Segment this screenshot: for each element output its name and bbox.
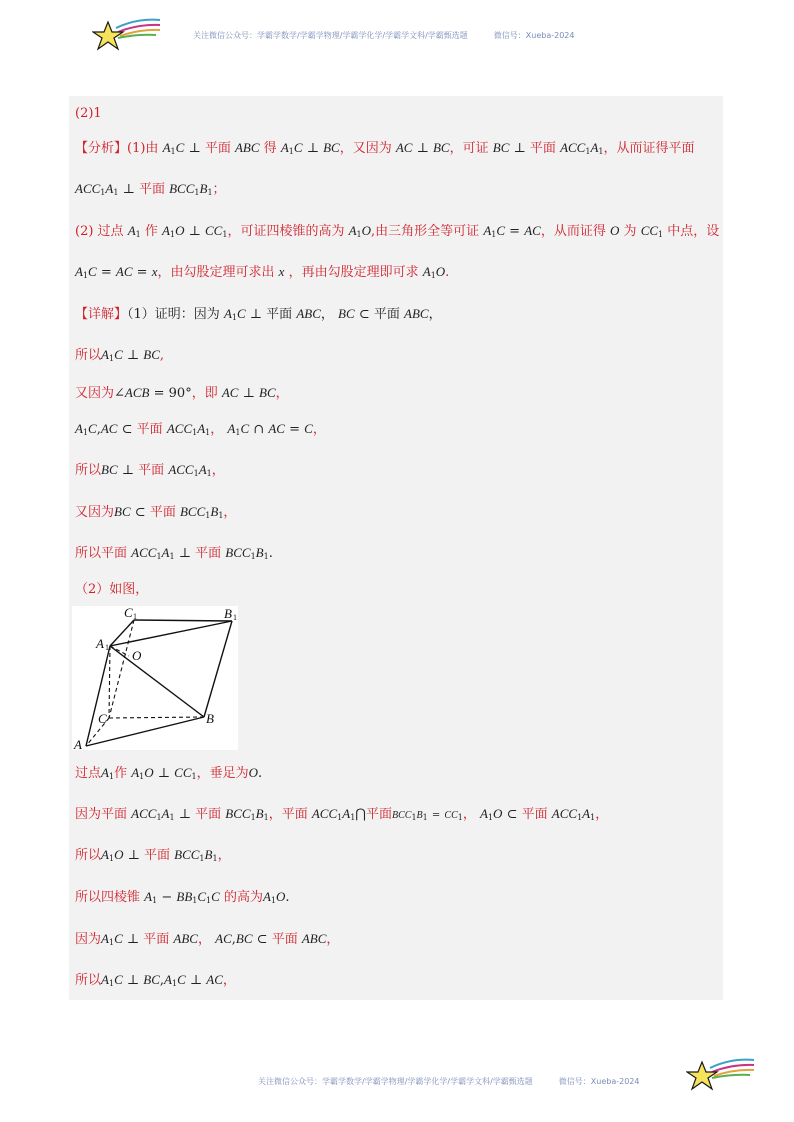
label-C1: C	[124, 606, 133, 620]
detail-line-1: 【详解】（1）证明：因为 $A_1C$ ⊥ 平面 ABC， BC ⊂ 平面 ABC，	[75, 306, 442, 322]
detail-line-5: 所以BC ⊥ 平面 $ACC_1A_1$，	[75, 462, 225, 478]
detail-tag: 【详解】	[75, 307, 128, 322]
detail-line-2: 所以$A_1C$ ⊥ BC,	[75, 347, 165, 363]
analysis-line-2: $ACC_1A_1$ ⊥ 平面 $BCC_1B_1$；	[75, 181, 226, 197]
label-B1: B	[224, 606, 232, 621]
analysis-tag: 【分析】	[75, 141, 128, 156]
detail-line-13: 因为$A_1C$ ⊥ 平面 ABC， AC,BC ⊂ 平面 ABC，	[75, 931, 340, 947]
detail-line-12: 所以四棱锥 $A_1 - BB_1C_1C$ 的高为$A_1O$.	[75, 889, 290, 905]
detail-line-8: （2）如图，	[75, 582, 149, 597]
header-text: 关注微信公众号：学霸学数学/学霸学物理/学霸学化学/学霸学文科/学霸甄选题	[193, 31, 468, 40]
footer-text: 关注微信公众号：学霸学数学/学霸学物理/学霸学化学/学霸学文科/学霸甄选题	[258, 1077, 533, 1086]
analysis-line-4: $A_1C$ = AC = x，由勾股定理可求出 x ，再由勾股定理即可求 $A_1O$.	[75, 264, 450, 280]
prism-diagram	[72, 606, 238, 750]
header-wechat: 微信号：Xueba-2024	[493, 31, 575, 40]
label-C: C	[98, 711, 107, 726]
detail-line-9: 过点$A_1$作 $A_1O$ ⊥ $CC_1$，垂足为O.	[75, 765, 263, 781]
page-header	[193, 30, 574, 41]
label-B: B	[206, 711, 214, 726]
detail-line-4: $A_1C,AC$ ⊂ 平面 $ACC_1A_1$， $A_1C$ ∩ AC = C，	[75, 421, 326, 437]
detail-line-11: 所以$A_1O$ ⊥ 平面 $BCC_1B_1$，	[75, 847, 231, 863]
detail-line-6: 又因为BC ⊂ 平面 $BCC_1B_1$，	[75, 504, 237, 520]
star-logo-icon	[686, 1056, 758, 1096]
detail-line-3: 又因为∠ACB = 90°，即 AC ⊥ BC，	[75, 385, 289, 401]
label-O: O	[132, 648, 142, 663]
svg-text:1: 1	[233, 613, 237, 622]
detail-line-7: 所以平面 $ACC_1A_1$ ⊥ 平面 $BCC_1B_1$.	[75, 545, 273, 561]
star-logo-icon	[92, 16, 164, 56]
analysis-line-3: (2) 过点 $A_1$ 作 $A_1O$ ⊥ $CC_1$，可证四棱锥的高为 $A_1O$,由三角形全等可证 $A_1C$ = AC，从而证得 O 为 $CC_1$ 中点，设	[75, 223, 720, 239]
footer-wechat: 微信号：Xueba-2024	[558, 1077, 640, 1086]
detail-line-10: 因为平面 $ACC_1A_1$ ⊥ 平面 $BCC_1B_1$，平面 $ACC_1A_1⋂$平面$BCC_1B_1 = CC_1$， $A_1O$ ⊂ 平面 $ACC_1A_1$，	[75, 806, 609, 822]
svg-text:1: 1	[133, 612, 137, 621]
svg-text:1: 1	[105, 643, 109, 652]
label-A: A	[74, 737, 82, 750]
detail-line-14: 所以$A_1C$ ⊥ $BC,A_1C$ ⊥ AC，	[75, 972, 236, 988]
prism-figure	[72, 606, 238, 750]
page-footer	[258, 1076, 639, 1087]
analysis-line-1: 【分析】(1)由 $A_1C$ ⊥ 平面 ABC 得 $A_1C$ ⊥ BC，又因为 AC ⊥ BC，可证 BC ⊥ 平面 $ACC_1A_1$，从而证得平面	[75, 140, 695, 156]
label-A1: A	[96, 636, 104, 651]
answer-line: (2)1	[75, 106, 102, 121]
